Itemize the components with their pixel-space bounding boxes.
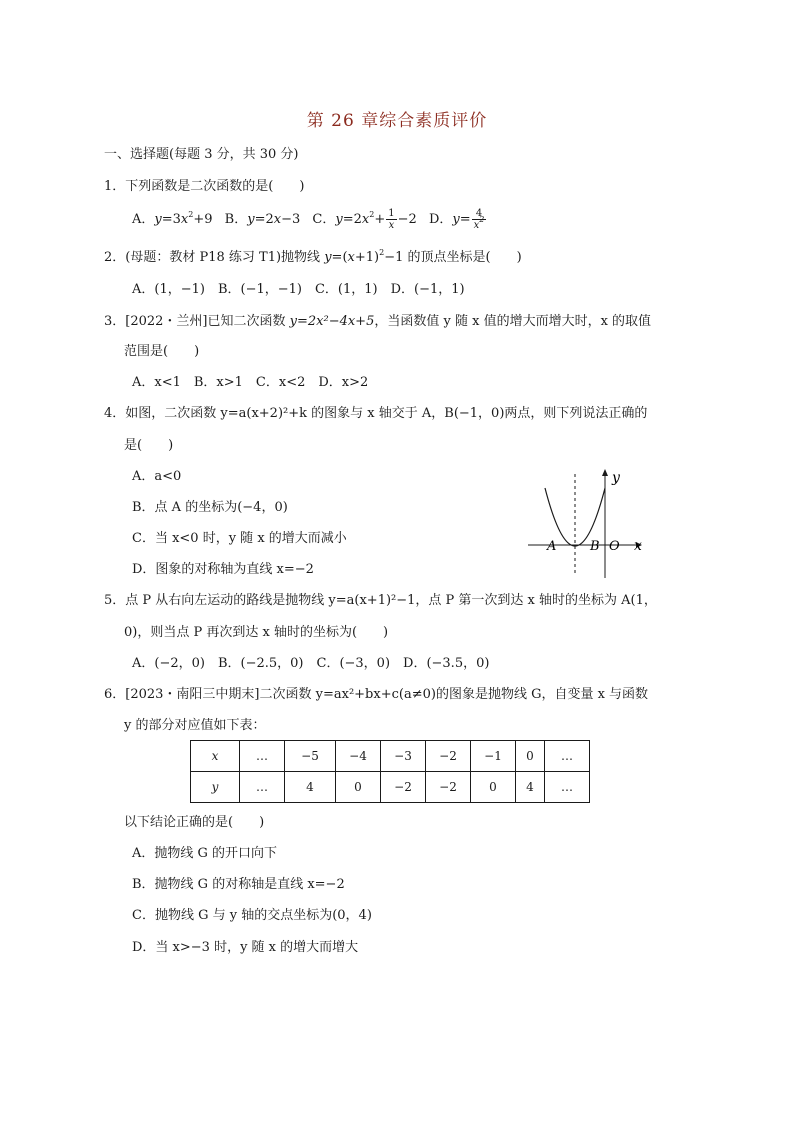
q6-option-c: C．抛物线 G 与 y 轴的交点坐标为(0，4) [132,908,372,923]
y-axis-arrow [602,469,608,476]
table-cell: −3 [381,741,426,772]
q5-line1: 5．点 P 从右向左运动的路线是抛物线 y=a(x+1)²−1，点 P 第一次到达 x 轴时的坐标为 A(1， [104,593,657,608]
q6-line1: 6．[2023・南阳三中期末]二次函数 y=ax²+bx+c(a≠0)的图象是抛物线 G，自变量 x 与函数 [104,687,649,702]
q1-c-fraction: $\frac{1}{x}$ [388,208,395,231]
q1-d-fraction: $\frac{4}{x^2}$ [473,208,485,231]
table-cell: … [545,772,590,803]
table-cell: −2 [426,772,471,803]
table-cell: −2 [381,772,426,803]
parabola-graph [524,464,654,582]
page-title: 第 26 章综合素质评价 [306,111,488,131]
section-heading: 一、选择题(每题 3 分，共 30 分) [104,147,299,162]
table-cell: −1 [471,741,516,772]
graph-label-x: x [634,538,642,554]
table-row-y [191,772,590,803]
value-table [190,740,590,803]
table-cell: −2 [426,741,471,772]
graph-label-a: A [547,539,557,554]
table-cell: … [545,741,590,772]
q4-option-b: B．点 A 的坐标为(−4，0) [132,500,288,515]
q4-option-c: C．当 x<0 时，y 随 x 的增大而减小 [132,531,347,546]
q3-line2: 范围是( ) [124,344,200,359]
table-cell: 0 [336,772,381,803]
table-cell: … [240,741,285,772]
q6-option-d: D．当 x>−3 时，y 随 x 的增大而增大 [132,940,359,955]
table-cell: −5 [285,741,336,772]
graph-label-y: y [612,470,620,486]
table-cell: … [240,772,285,803]
table-row-x [191,741,590,772]
table-cell: −4 [336,741,381,772]
q6-intro: 以下结论正确的是( ) [124,815,265,830]
q3-options: A．x<1 B．x>1 C．x<2 D．x>2 [132,375,369,390]
q6-line2: y 的部分对应值如下表： [124,718,266,733]
q4-line2: 是( ) [124,438,174,453]
q4-option-d: D．图象的对称轴为直线 x=−2 [132,562,314,577]
graph-label-b: B [590,539,600,554]
table-cell: 0 [516,741,545,772]
q5-options: A．(−2，0) B．(−2.5，0) C．(−3，0) D．(−3.5，0) [132,656,490,671]
q5-line2: 0)，则当点 P 再次到达 x 轴时的坐标为( ) [124,625,389,640]
q1-options: A．$y=3x^2+9$ B．y=2x−3 C．$y=2x^2+$ $\frac{1}{x}$ −2 D．y= $\frac{4}{x^2}$ [132,208,485,231]
q4-option-a: A．a<0 [132,469,182,484]
q6-option-b: B．抛物线 G 的对称轴是直线 x=−2 [132,877,345,892]
q2-options: A．(1，−1) B．(−1，−1) C．(1，1) D．(−1，1) [132,282,465,297]
table-cell: 4 [516,772,545,803]
table-cell: x [191,741,240,772]
q2-stem: 2．(母题：教材 P18 练习 T1)抛物线 $y=(x+1)^2-1$ 的顶点坐标是( ) [104,248,522,265]
table-cell: y [191,772,240,803]
q6-option-a: A．抛物线 G 的开口向下 [132,846,278,861]
q1-stem: 1．下列函数是二次函数的是( ) [104,179,305,194]
table-cell: 0 [471,772,516,803]
q3-line1: 3．[2022・兰州]已知二次函数 y=2x²−4x+5，当函数值 y 随 x 值的增大而增大时，x 的取值 [104,314,652,329]
table-cell: 4 [285,772,336,803]
graph-label-o: O [609,539,620,554]
q4-line1: 4．如图，二次函数 y=a(x+2)²+k 的图象与 x 轴交于 A，B(−1，0)两点，则下列说法正确的 [104,406,648,421]
